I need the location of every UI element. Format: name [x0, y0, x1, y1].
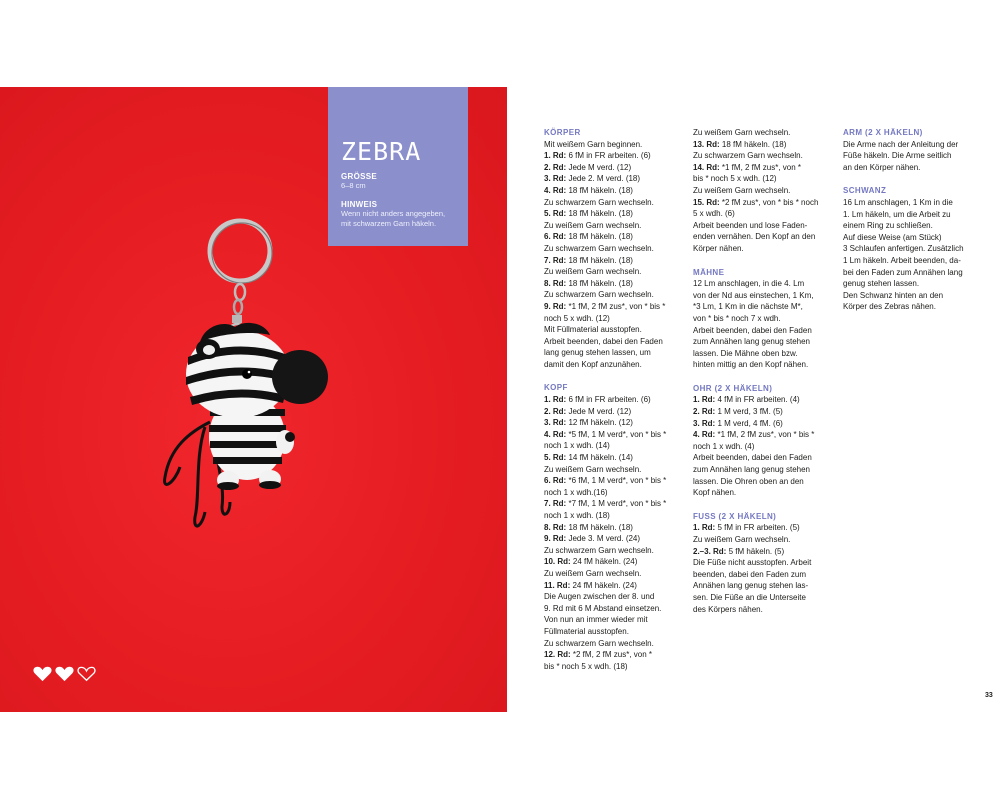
instruction-text: Zu weißem Garn wechseln.: [544, 267, 642, 277]
instruction-text: Jede 3. M verd. (24): [566, 534, 641, 544]
instruction-text: Zu schwarzem Garn wechseln.: [544, 243, 654, 253]
instruction-line: [544, 313, 666, 325]
instruction-line: [843, 209, 964, 221]
instruction-line: [693, 418, 818, 430]
round-label: 10. Rd:: [544, 557, 571, 567]
instruction-text: Kopf nähen.: [693, 488, 737, 498]
instruction-text: *2 fM zus*, von * bis * noch: [719, 197, 819, 207]
instruction-text: Zu weißem Garn wechseln.: [544, 220, 642, 230]
instruction-text: 18 fM häkeln. (18): [719, 139, 787, 149]
instruction-text: noch 1 x wdh.(16): [544, 487, 608, 497]
instruction-line: [544, 545, 666, 557]
instruction-text: 18 fM häkeln. (18): [566, 522, 633, 532]
round-label: 3. Rd:: [693, 418, 716, 428]
section-heading: KÖRPER: [544, 128, 581, 137]
instruction-text: Mit Füllmaterial ausstopfen.: [544, 325, 642, 335]
round-label: 14. Rd:: [693, 162, 720, 172]
instruction-text: bei den Faden zum Annähen lang: [843, 267, 963, 277]
instruction-line: [544, 568, 666, 580]
instruction-line: [693, 592, 818, 604]
instruction-text: 1 M verd, 3 fM. (5): [715, 407, 783, 417]
instruction-line: [693, 139, 818, 151]
instruction-line: [693, 150, 818, 162]
page-number: 33: [985, 692, 993, 699]
note-line-2: mit schwarzem Garn häkeln.: [341, 219, 437, 228]
instruction-text: an den Körper nähen.: [843, 162, 921, 172]
instruction-text: *7 fM, 1 M verd*, von * bis *: [566, 499, 667, 509]
instruction-line: [693, 487, 818, 499]
instruction-line: [693, 569, 818, 581]
instruction-line: [544, 231, 666, 243]
round-label: 5. Rd:: [544, 453, 567, 463]
round-label: 2.–3. Rd:: [693, 546, 727, 556]
instruction-line: [843, 232, 964, 244]
instruction-line: [693, 348, 818, 360]
section-heading: SCHWANZ: [843, 186, 887, 196]
instruction-text: 18 fM häkeln. (18): [566, 278, 633, 288]
instruction-text: Die Augen zwischen der 8. und: [544, 592, 655, 602]
instruction-line: [693, 441, 818, 453]
instruction-text: damit den Kopf anzunähen.: [544, 359, 642, 369]
instruction-line: [544, 440, 666, 452]
instruction-text: 5 fM häkeln. (5): [726, 546, 785, 556]
round-label: 3. Rd:: [544, 418, 567, 428]
instruction-line: [544, 220, 666, 232]
instruction-text: 12 fM häkeln. (12): [566, 418, 633, 428]
instruction-text: 6 fM in FR arbeiten. (6): [566, 151, 651, 161]
instruction-line: [544, 417, 666, 429]
instructions-column-2: [693, 127, 818, 615]
instruction-text: hinten mittig an den Kopf nähen.: [693, 360, 809, 370]
instruction-text: lassen. Die Ohren oben an den: [693, 476, 804, 486]
instruction-line: [544, 139, 666, 151]
instruction-line: [693, 127, 818, 139]
instruction-line: [544, 255, 666, 267]
instruction-text: Zu schwarzem Garn wechseln.: [544, 197, 654, 207]
difficulty-hearts: [32, 665, 97, 682]
instruction-text: einem Ring zu schließen.: [843, 221, 933, 231]
instruction-line: [544, 603, 666, 615]
instruction-line: [544, 289, 666, 301]
note-label: HINWEIS: [341, 200, 378, 209]
info-box: [328, 87, 468, 246]
instruction-text: enden vernähen. Den Kopf an den: [693, 232, 816, 242]
instruction-text: 9. Rd mit 6 M Abstand einsetzen.: [544, 603, 662, 613]
section-heading: MÄHNE: [693, 267, 725, 277]
round-label: 1. Rd:: [544, 151, 567, 161]
instruction-text: 16 Lm anschlagen, 1 Km in die: [843, 197, 953, 207]
instruction-text: Zu schwarzem Garn wechseln.: [544, 545, 654, 555]
round-label: 7. Rd:: [544, 255, 567, 265]
instruction-line: [544, 475, 666, 487]
instruction-line: [544, 452, 666, 464]
instruction-text: Zu weißem Garn wechseln.: [693, 128, 791, 137]
instruction-text: 1 M verd, 4 fM. (6): [715, 418, 783, 428]
instruction-line: [544, 278, 666, 290]
instruction-text: 18 fM häkeln. (18): [566, 232, 633, 242]
section-heading: ARM (2 X HÄKELN): [843, 128, 923, 137]
instruction-line: [544, 173, 666, 185]
instruction-text: Den Schwanz hinten an den: [843, 290, 944, 300]
instruction-line: [693, 359, 818, 371]
round-label: 6. Rd:: [544, 232, 567, 242]
instruction-line: [693, 301, 818, 313]
note-line-1: Wenn nicht anders angegeben,: [341, 209, 446, 218]
instruction-line: [544, 197, 666, 209]
instruction-text: Füllmaterial ausstopfen.: [544, 626, 629, 636]
instruction-line: [544, 556, 666, 568]
instruction-text: Arbeit beenden, dabei den Faden: [693, 325, 812, 335]
instruction-text: Mit weißem Garn beginnen.: [544, 139, 643, 149]
instruction-text: *5 fM, 1 M verd*, von * bis *: [566, 429, 667, 439]
round-label: 4. Rd:: [693, 430, 716, 440]
instruction-line: [544, 429, 666, 441]
instruction-line: [544, 185, 666, 197]
instruction-line: [843, 267, 964, 279]
instruction-text: Jede M verd. (12): [566, 406, 632, 416]
instruction-text: Zu weißem Garn wechseln.: [544, 464, 642, 474]
instruction-line: [693, 325, 818, 337]
instruction-line: [544, 336, 666, 348]
instruction-text: Arbeit beenden, dabei den Faden: [544, 336, 663, 346]
instruction-text: 18 fM häkeln. (18): [566, 209, 633, 219]
round-label: 7. Rd:: [544, 499, 567, 509]
instruction-text: lang genug stehen lassen, um: [544, 348, 651, 358]
instruction-line: [544, 649, 666, 661]
round-label: 5. Rd:: [544, 209, 567, 219]
instruction-line: [693, 243, 818, 255]
instruction-line: [693, 185, 818, 197]
instruction-text: bis * noch 5 x wdh. (18): [544, 661, 628, 671]
instruction-line: [843, 278, 964, 290]
instruction-text: 3 Schlaufen anfertigen. Zusätzlich: [843, 244, 964, 254]
round-label: 4. Rd:: [544, 185, 567, 195]
instruction-line: [544, 162, 666, 174]
instruction-line: [843, 162, 964, 174]
instruction-line: [544, 498, 666, 510]
instruction-text: 6 fM in FR arbeiten. (6): [566, 395, 651, 405]
instruction-line: [544, 394, 666, 406]
instruction-line: [544, 406, 666, 418]
section-heading: KOPF: [544, 383, 568, 393]
round-label: 1. Rd:: [544, 395, 567, 405]
round-label: 1. Rd:: [693, 523, 716, 533]
instruction-line: [693, 173, 818, 185]
instruction-text: 24 fM häkeln. (24): [570, 580, 637, 590]
section-heading: OHR (2 X HÄKELN): [693, 383, 773, 393]
round-label: 11. Rd:: [544, 580, 571, 590]
instruction-text: Die Füße nicht ausstopfen. Arbeit: [693, 558, 812, 568]
instruction-text: *1 fM, 2 fM zus*, von * bis *: [715, 430, 815, 440]
instruction-text: Arbeit beenden, dabei den Faden: [693, 453, 812, 463]
instruction-text: noch 1 x wdh. (4): [693, 441, 755, 451]
instruction-text: 5 x wdh. (6): [693, 209, 735, 219]
instruction-text: Zu schwarzem Garn wechseln.: [693, 151, 803, 161]
instruction-text: Zu weißem Garn wechseln.: [693, 535, 791, 544]
instruction-line: [693, 162, 818, 174]
instruction-text: 18 fM häkeln. (18): [566, 255, 633, 265]
instruction-text: Zu schwarzem Garn wechseln.: [544, 638, 654, 648]
round-label: 9. Rd:: [544, 534, 567, 544]
round-label: 9. Rd:: [544, 301, 567, 311]
instruction-line: [693, 546, 818, 558]
round-label: 2. Rd:: [693, 407, 716, 417]
instruction-line: [693, 220, 818, 232]
instruction-line: [693, 231, 818, 243]
page-title: ZEBRA: [341, 137, 422, 166]
instruction-line: [544, 150, 666, 162]
instruction-text: bis * noch 5 x wdh. (12): [693, 174, 777, 184]
instruction-line: [544, 522, 666, 534]
heart-filled-icon: [54, 665, 75, 682]
instruction-text: Von nun an immer wieder mit: [544, 615, 648, 625]
instruction-line: [544, 324, 666, 336]
instruction-line: [544, 638, 666, 650]
instruction-text: noch 1 x wdh. (14): [544, 441, 610, 451]
instruction-line: [693, 278, 818, 290]
round-label: 8. Rd:: [544, 522, 567, 532]
instruction-line: [693, 208, 818, 220]
instruction-line: [843, 243, 964, 255]
instruction-text: von der Nd aus einstechen, 1 Km,: [693, 290, 814, 300]
instruction-line: [843, 197, 964, 209]
instruction-text: *3 Lm, 1 Km in die nächste M*,: [693, 302, 803, 312]
instruction-text: noch 5 x wdh. (12): [544, 313, 610, 323]
instruction-line: [693, 522, 818, 534]
instruction-line: [544, 614, 666, 626]
instruction-text: 12 Lm anschlagen, in die 4. Lm: [693, 279, 805, 289]
instruction-text: 5 fM in FR arbeiten. (5): [715, 523, 800, 533]
instruction-line: [544, 626, 666, 638]
instruction-line: [843, 150, 964, 162]
instruction-text: sen. Die Füße an die Unterseite: [693, 592, 806, 602]
round-label: 3. Rd:: [544, 174, 567, 184]
instruction-line: [693, 429, 818, 441]
instruction-text: lassen. Die Mähne oben bzw.: [693, 348, 798, 358]
round-label: 13. Rd:: [693, 139, 720, 149]
instruction-line: [544, 266, 666, 278]
round-label: 2. Rd:: [544, 162, 567, 172]
instruction-text: 14 fM häkeln. (14): [566, 453, 633, 463]
instruction-line: [544, 243, 666, 255]
instruction-text: 18 fM häkeln. (18): [566, 185, 633, 195]
instruction-line: [544, 301, 666, 313]
round-label: 4. Rd:: [544, 429, 567, 439]
instruction-text: Die Arme nach der Anleitung der: [843, 139, 959, 149]
instruction-text: des Körpers nähen.: [693, 604, 763, 614]
instruction-line: [693, 476, 818, 488]
instruction-text: Zu weißem Garn wechseln.: [693, 185, 791, 195]
instruction-line: [693, 406, 818, 418]
instruction-text: 24 fM häkeln. (24): [570, 557, 638, 567]
instruction-line: [843, 301, 964, 313]
round-label: 12. Rd:: [544, 650, 571, 660]
instruction-text: Annähen lang genug stehen las-: [693, 581, 809, 591]
instruction-line: [544, 510, 666, 522]
instruction-text: 4 fM in FR arbeiten. (4): [715, 395, 800, 405]
instruction-text: 1. Lm häkeln, um die Arbeit zu: [843, 209, 951, 219]
round-label: 6. Rd:: [544, 476, 567, 486]
instruction-line: [544, 487, 666, 499]
instruction-line: [544, 359, 666, 371]
instruction-text: *2 fM, 2 fM zus*, von *: [570, 650, 653, 660]
instruction-text: 1 Lm häkeln. Arbeit beenden, da-: [843, 255, 961, 265]
instruction-text: noch 1 x wdh. (18): [544, 511, 610, 520]
instruction-line: [544, 533, 666, 545]
instruction-line: [843, 255, 964, 267]
instruction-line: [693, 336, 818, 348]
instruction-line: [544, 347, 666, 359]
instruction-line: [544, 661, 666, 673]
instruction-line: [544, 208, 666, 220]
round-label: 8. Rd:: [544, 278, 567, 288]
heart-outline-icon: [76, 665, 97, 682]
round-label: 2. Rd:: [544, 406, 567, 416]
instruction-line: [843, 139, 964, 151]
section-heading: FUSS (2 X HÄKELN): [693, 511, 777, 521]
instruction-line: [693, 197, 818, 209]
size-label: GRÖSSE: [341, 172, 378, 181]
instruction-text: *1 fM, 2 fM zus*, von *: [719, 162, 802, 172]
instructions-column-3: [843, 127, 964, 313]
instruction-text: Jede M verd. (12): [566, 162, 632, 172]
size-value: 6–8 cm: [341, 181, 366, 190]
instruction-line: [693, 580, 818, 592]
instruction-line: [693, 452, 818, 464]
instruction-text: Zu schwarzem Garn wechseln.: [544, 290, 654, 300]
instruction-line: [693, 464, 818, 476]
instruction-line: [544, 580, 666, 592]
instructions-column-1: [544, 127, 666, 672]
instruction-text: von * bis * noch 7 x wdh.: [693, 313, 781, 323]
instruction-text: Jede 2. M verd. (18): [566, 174, 641, 184]
heart-filled-icon: [32, 665, 53, 682]
instruction-line: [843, 220, 964, 232]
instruction-line: [544, 464, 666, 476]
instruction-text: Arbeit beenden und lose Faden-: [693, 220, 808, 230]
instruction-text: Auf diese Weise (am Stück): [843, 232, 942, 242]
instruction-text: Zu weißem Garn wechseln.: [544, 568, 642, 578]
round-label: 15. Rd:: [693, 197, 720, 207]
instruction-line: [693, 290, 818, 302]
instruction-line: [843, 290, 964, 302]
instruction-line: [693, 604, 818, 616]
instruction-text: Füße häkeln. Die Arme seitlich: [843, 151, 952, 161]
instruction-text: *1 fM, 2 fM zus*, von * bis *: [566, 301, 666, 311]
round-label: 1. Rd:: [693, 395, 716, 405]
instruction-line: [693, 557, 818, 569]
instruction-text: Körper nähen.: [693, 243, 744, 253]
instruction-text: zum Annähen lang genug stehen: [693, 465, 810, 475]
instruction-line: [544, 591, 666, 603]
instruction-text: beenden, dabei den Faden zum: [693, 569, 806, 579]
instruction-text: *6 fM, 1 M verd*, von * bis *: [566, 476, 667, 486]
instruction-line: [693, 394, 818, 406]
instruction-text: zum Annähen lang genug stehen: [693, 337, 810, 347]
instruction-text: genug stehen lassen.: [843, 279, 920, 289]
instruction-line: [693, 313, 818, 325]
instruction-line: [693, 534, 818, 546]
instruction-text: Körper des Zebras nähen.: [843, 302, 936, 312]
